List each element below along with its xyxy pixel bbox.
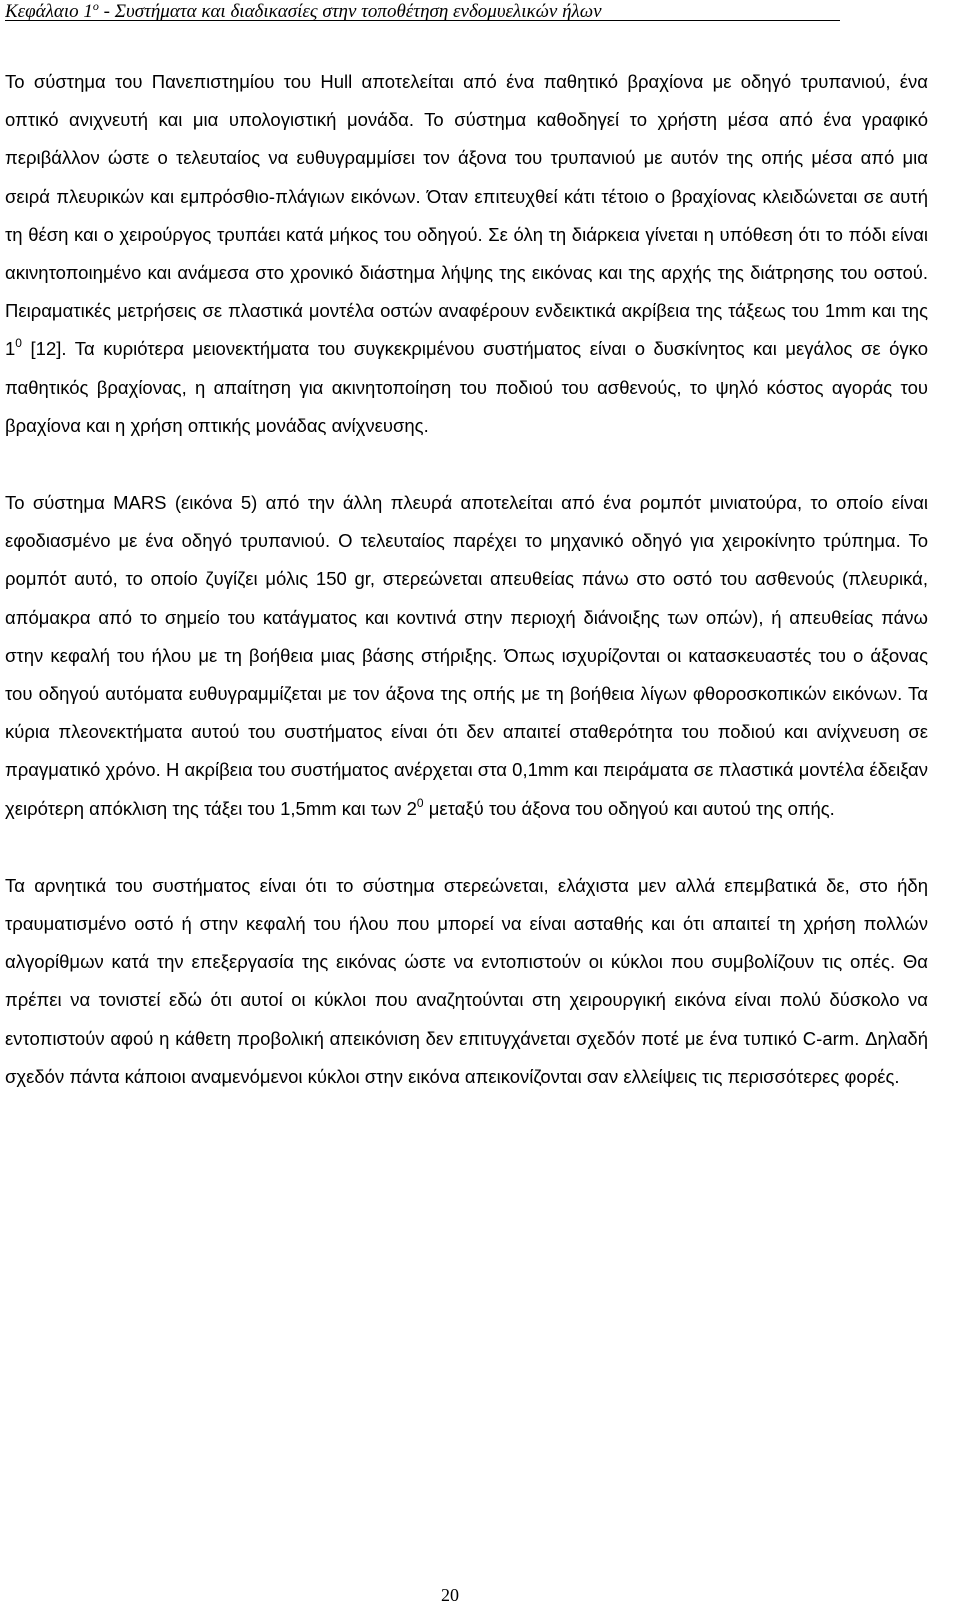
header-chapter: Κεφάλαιο 1 [5,1,93,20]
body-text [5,63,928,1135]
header-rule [5,20,840,21]
running-header [5,0,840,20]
header-title: - Συστήματα και διαδικασίες στην τοποθέτηση ενδομυελικών ήλων [98,1,602,20]
paragraph-hull-text-b: [12]. Τα κυριότερα μειονεκτήματα του συγκεκριμένου συστήματος είναι ο δυσκίνητος και μεγάλος σε όγκο παθητικός βραχίονας, η απαίτηση για ακινητοποίηση του ποδιού του ασθενούς, το ψηλό κόστος αγοράς του βραχίονα και η χρήση οπτικής μονάδας ανίχνευσης. [5,338,928,436]
degree-superscript: 0 [15,336,22,351]
header-ordinal-superscript: ο [92,0,99,13]
paragraph-hull-system [5,63,928,445]
paragraph-mars-text-a: Το σύστημα MARS (εικόνα 5) από την άλλη πλευρά αποτελείται από ένα ρομπότ μινιατούρα, το οποίο είναι εφοδιασμένο με ένα οδηγό τρυπανιού. Ο τελευταίος παρέχει το μηχανικό οδηγό για χειροκίνητο τρύπημα. Το ρομπότ αυτό, το οποίο ζυγίζει μόλις 150 gr, στερεώνεται απευθείας πάνω στο οστό του ασθενούς (πλευρικά, απόμακρα από το σημείο του κατάγματος και κοντινά στην περιοχή διάνοιξης των οπών), ή απευθείας πάνω στην κεφαλή του ήλου με τη βοήθεια μιας βάσης στήριξης. Όπως ισχυρίζονται οι κατασκευαστές του ο άξονας του οδηγού αυτόματα ευθυγραμμίζεται με τον άξονα της οπής με τη βοήθεια λίγων φθοροσκοπικών εικόνων. Τα κύρια πλεονεκτήματα αυτού του συστήματος είναι ότι δεν απαιτεί σταθερότητα του ποδιού και ανίχνευση σε πραγματικό χρόνο. Η ακρίβεια του συστήματος ανέρχεται στα 0,1mm και πειράματα σε πλαστικά μοντέλα έδειξαν χειρότερη απόκλιση της τάξει του 1,5mm και των 2 [5,492,928,819]
paragraph-mars-text-b: μεταξύ του άξονα του οδηγού και αυτού της οπής. [423,797,835,819]
paragraph-hull-text-a: Το σύστημα του Πανεπιστημίου του Hull αποτελείται από ένα παθητικό βραχίονα με οδηγό τρυπανιού, ένα οπτικό ανιχνευτή και μια υπολογιστική μονάδα. Το σύστημα καθοδηγεί το χρήστη μέσα από ένα γραφικό περιβάλλον ώστε ο τελευταίος να ευθυγραμμίσει τον άξονα του τρυπανιού με αυτόν της οπής μέσα από μια σειρά πλευρικών και εμπρόσθιο-πλάγιων εικόνων. Όταν επιτευχθεί κάτι τέτοιο ο βραχίονας κλειδώνεται σε αυτή τη θέση και ο χειρούργος τρυπάει κατά μήκος του οδηγού. Σε όλη τη διάρκεια γίνεται η υπόθεση ότι το πόδι είναι ακινητοποιημένο και ανάμεσα στο χρονικό διάστημα λήψης της εικόνας και της αρχής της διάτρησης του οστού. Πειραματικές μετρήσεις σε πλαστικά μοντέλα οστών αναφέρουν ενδεικτικά ακρίβεια της τάξεως του 1mm και της 1 [5,71,928,360]
page-number: 20 [441,1585,459,1605]
degree-superscript: 0 [416,795,424,810]
paragraph-mars-system [5,484,928,828]
paragraph-mars-drawbacks: Τα αρνητικά του συστήματος είναι ότι το σύστημα στερεώνεται, ελάχιστα μεν αλλά επεμβατικά δε, στο ήδη τραυματισμένο οστό ή στην κεφαλή του ήλου που μπορεί να είναι ασταθής και ότι απαιτεί τη χρήση πολλών αλγορίθμων κατά την επεξεργασία της εικόνας ώστε να εντοπιστούν οι κύκλοι που συμβολίζουν τις οπές. Θα πρέπει να τονιστεί εδώ ότι αυτοί οι κύκλοι που αναζητούνται στη χειρουργική εικόνα είναι πολύ δύσκολο να εντοπιστούν αφού η κάθετη προβολική απεικόνιση δεν επιτυγχάνεται σχεδόν ποτέ με ένα τυπικό C-arm. Δηλαδή σχεδόν πάντα κάποιοι αναμενόμενοι κύκλοι στην εικόνα απεικονίζονται σαν ελλείψεις τις περισσότερες φορές. [5,874,928,1087]
